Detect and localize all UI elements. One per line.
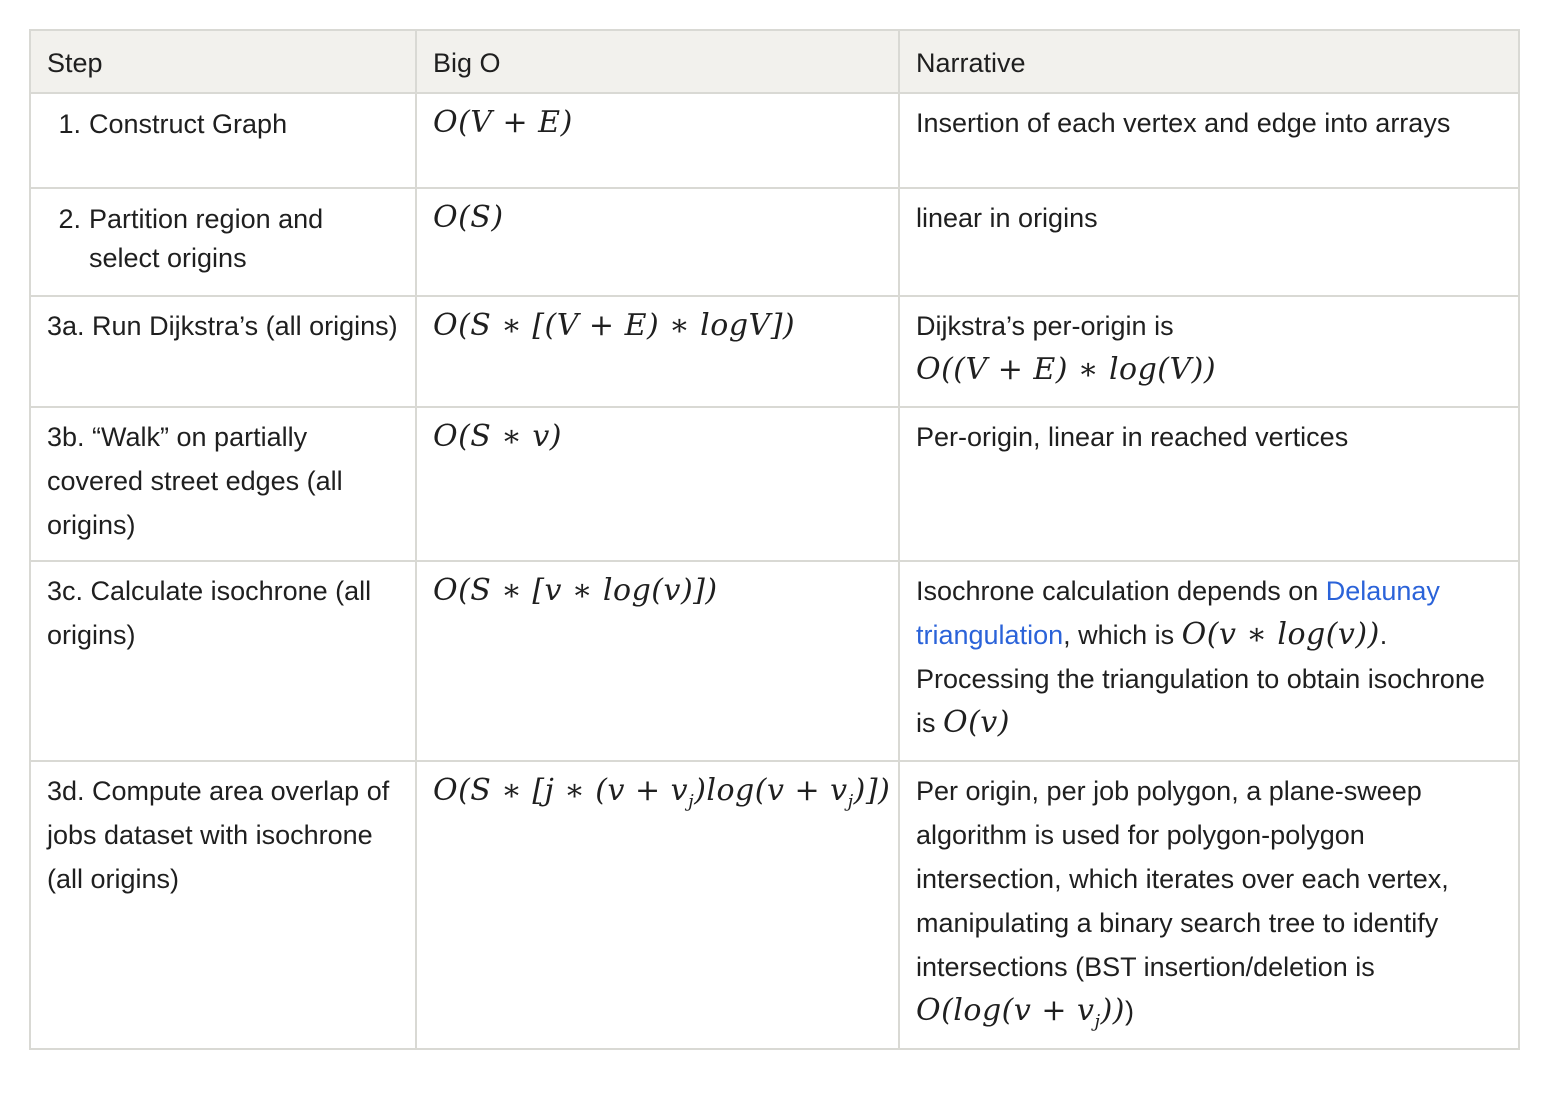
header-narrative: Narrative <box>899 30 1519 93</box>
step-cell: 3b. “Walk” on partially covered street edges (all origins) <box>30 407 416 561</box>
narrative-cell: Insertion of each vertex and edge into arrays <box>899 93 1519 188</box>
step-label: Partition region and select origins <box>89 204 324 273</box>
narrative-cell: linear in origins <box>899 188 1519 296</box>
formula-part: )]) <box>853 773 891 808</box>
big-o-cell <box>416 761 899 1049</box>
step-number: 2. <box>58 204 81 234</box>
table-row <box>30 188 1519 296</box>
narrative-text: . Processing the triangulation to obtain isochrone is <box>916 620 1485 738</box>
formula-subscript: j <box>1094 1011 1101 1032</box>
big-o-cell <box>416 93 899 188</box>
big-o-formula: O(S ∗ v) <box>433 419 562 454</box>
formula-subscript: j <box>688 791 695 812</box>
formula-part: O(S ∗ [j ∗ (v + v <box>433 773 689 808</box>
big-o-formula: O(S ∗ [(V + E) ∗ logV]) <box>433 308 796 343</box>
table-row <box>30 761 1519 1049</box>
step-label: Construct Graph <box>89 109 288 139</box>
formula-part: O(log(v + v <box>916 993 1095 1028</box>
narrative-formula: O(v ∗ log(v)) <box>1181 617 1380 652</box>
narrative-cell <box>899 296 1519 407</box>
narrative-formula <box>916 993 1125 1032</box>
narrative-text: , which is <box>1063 620 1182 650</box>
formula-subscript: j <box>847 791 854 812</box>
table-row <box>30 561 1519 761</box>
narrative-text: ) <box>1124 996 1134 1026</box>
big-o-cell <box>416 296 899 407</box>
narrative-text: Dijkstra’s per-origin is <box>916 311 1174 341</box>
big-o-cell <box>416 188 899 296</box>
big-o-formula: O(S) <box>433 200 504 235</box>
step-cell <box>30 93 416 188</box>
narrative-cell: Per-origin, linear in reached vertices <box>899 407 1519 561</box>
narrative-text: Isochrone calculation depends on <box>916 576 1326 606</box>
narrative-text: Per origin, per job polygon, a plane-sweep algorithm is used for polygon-polygon intersection, which iterates over each vertex, manipulating a binary search tree to identify intersections (BST insertion/deletion is <box>916 776 1449 982</box>
formula-part: )log(v + v <box>694 773 848 808</box>
formula-part: )) <box>1100 993 1125 1028</box>
narrative-cell <box>899 761 1519 1049</box>
step-cell: 3d. Compute area overlap of jobs dataset with isochrone (all origins) <box>30 761 416 1049</box>
narrative-formula: O(v) <box>943 705 1010 740</box>
step-cell: 3c. Calculate isochrone (all origins) <box>30 561 416 761</box>
big-o-formula <box>433 773 891 812</box>
step-cell: 3a. Run Dijkstra’s (all origins) <box>30 296 416 407</box>
delaunay-triangulation-link[interactable]: Delaunay triangulation <box>916 576 1440 650</box>
header-big-o: Big O <box>416 30 899 93</box>
big-o-cell <box>416 407 899 561</box>
complexity-table <box>29 29 1520 1050</box>
table-row <box>30 296 1519 407</box>
step-cell <box>30 188 416 296</box>
big-o-formula: O(S ∗ [v ∗ log(v)]) <box>433 573 718 608</box>
table-header <box>30 30 1519 93</box>
big-o-cell <box>416 561 899 761</box>
narrative-formula: O((V + E) ∗ log(V)) <box>916 352 1217 387</box>
header-step: Step <box>30 30 416 93</box>
step-number: 1. <box>58 109 81 139</box>
big-o-formula: O(V + E) <box>433 105 573 140</box>
narrative-cell <box>899 561 1519 761</box>
table-row <box>30 407 1519 561</box>
header-row <box>30 30 1519 93</box>
table-row <box>30 93 1519 188</box>
